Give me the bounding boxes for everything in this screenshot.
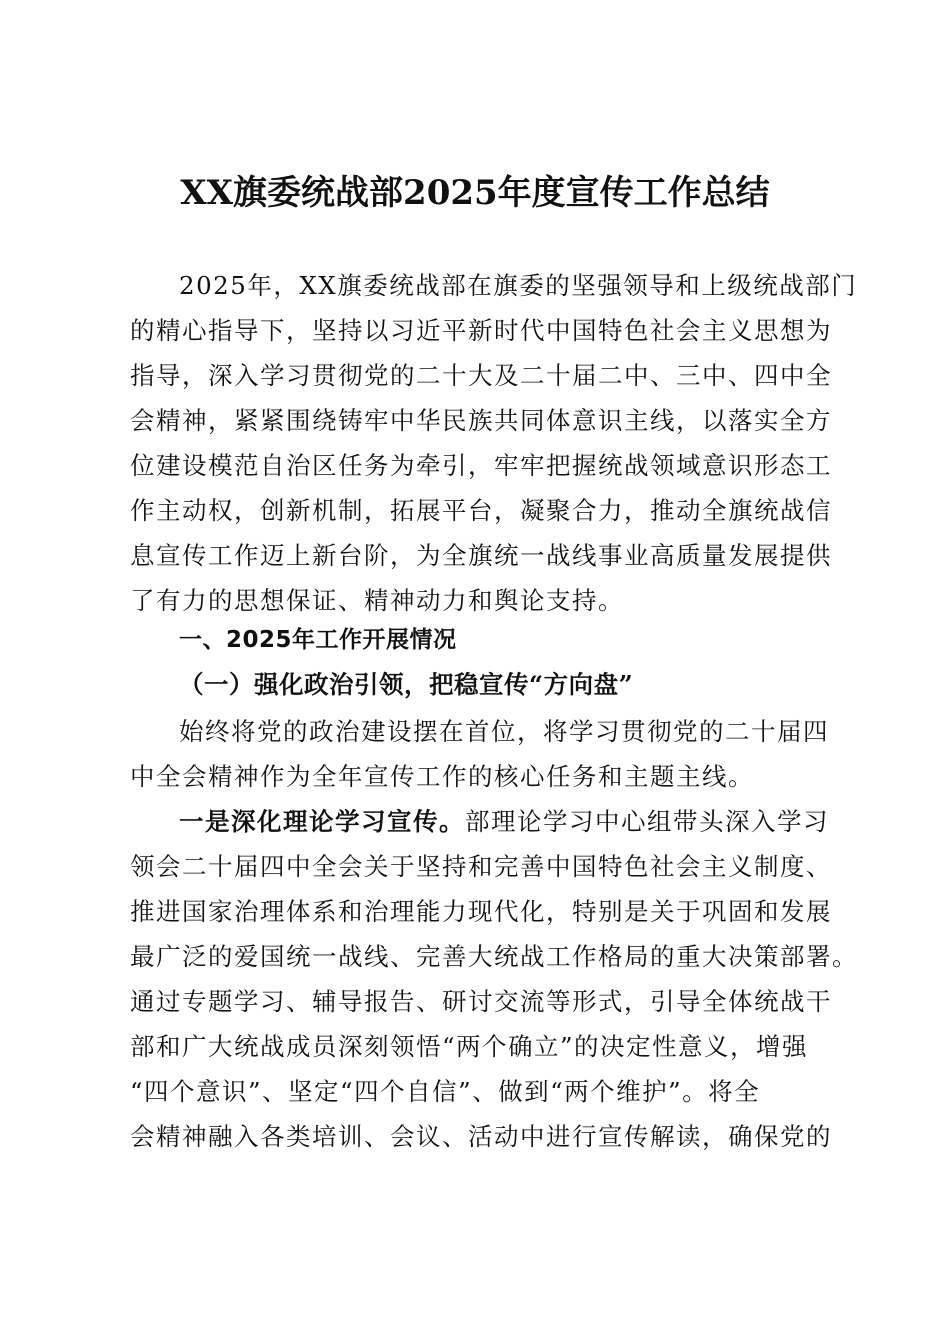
- paragraph-3-line-1: [179, 802, 829, 842]
- paragraph-1-line-6: 作主动权，创新机制，拓展平台，凝聚合力，推动全旗统战信: [130, 496, 832, 525]
- paragraph-1-line-5: 位建设模范自治区任务为牵引，牢牢把握统战领域意识形态工: [130, 451, 832, 480]
- document-title: XX旗委统战部2025年度宣传工作总结: [180, 173, 770, 213]
- paragraph-3-first-rest: 部理论学习中心组带头深入学习: [465, 807, 829, 836]
- paragraph-2-line-2: 中全会精神作为全年宣传工作的核心任务和主题主线。: [130, 762, 754, 791]
- paragraph-3-line-3: 推进国家治理体系和治理能力现代化，特别是关于巩固和发展: [130, 897, 832, 926]
- paragraph-1-line-8: 了有力的思想保证、精神动力和舆论支持。: [130, 586, 624, 615]
- paragraph-1-line-7: 息宣传工作迈上新台阶，为全旗统一战线事业高质量发展提供: [130, 541, 832, 570]
- paragraph-3-lead: 一是深化理论学习宣传。: [179, 807, 465, 836]
- paragraph-1-line-3: 指导，深入学习贯彻党的二十大及二十届二中、三中、四中全: [130, 361, 832, 390]
- paragraph-3-line-6: 部和广大统战成员深刻领悟“两个确立”的决定性意义，增强: [130, 1032, 809, 1061]
- paragraph-1-line-2: 的精心指导下，坚持以习近平新时代中国特色社会主义思想为: [130, 316, 832, 345]
- subsection-heading: （一）强化政治引领，把稳宣传“方向盘”: [179, 670, 634, 699]
- paragraph-3-line-4: 最广泛的爱国统一战线、完善大统战工作格局的重大决策部署。: [130, 942, 858, 971]
- paragraph-3-line-5: 通过专题学习、辅导报告、研讨交流等形式，引导全体统战干: [130, 987, 832, 1016]
- paragraph-3-line-8: 会精神融入各类培训、会议、活动中进行宣传解读，确保党的: [130, 1122, 832, 1151]
- paragraph-3-line-2: 领会二十届四中全会关于坚持和完善中国特色社会主义制度、: [130, 852, 832, 881]
- paragraph-2-line-1: 始终将党的政治建设摆在首位，将学习贯彻党的二十届四: [179, 717, 829, 746]
- paragraph-1-line-1: 2025年，XX旗委统战部在旗委的坚强领导和上级统战部门: [179, 271, 858, 300]
- section-heading: 一、2025年工作开展情况: [179, 627, 457, 653]
- paragraph-3-line-7: “四个意识”、坚定“四个自信”、做到“两个维护”。将全: [130, 1077, 761, 1106]
- paragraph-1-line-4: 会精神，紧紧围绕铸牢中华民族共同体意识主线，以落实全方: [130, 406, 832, 435]
